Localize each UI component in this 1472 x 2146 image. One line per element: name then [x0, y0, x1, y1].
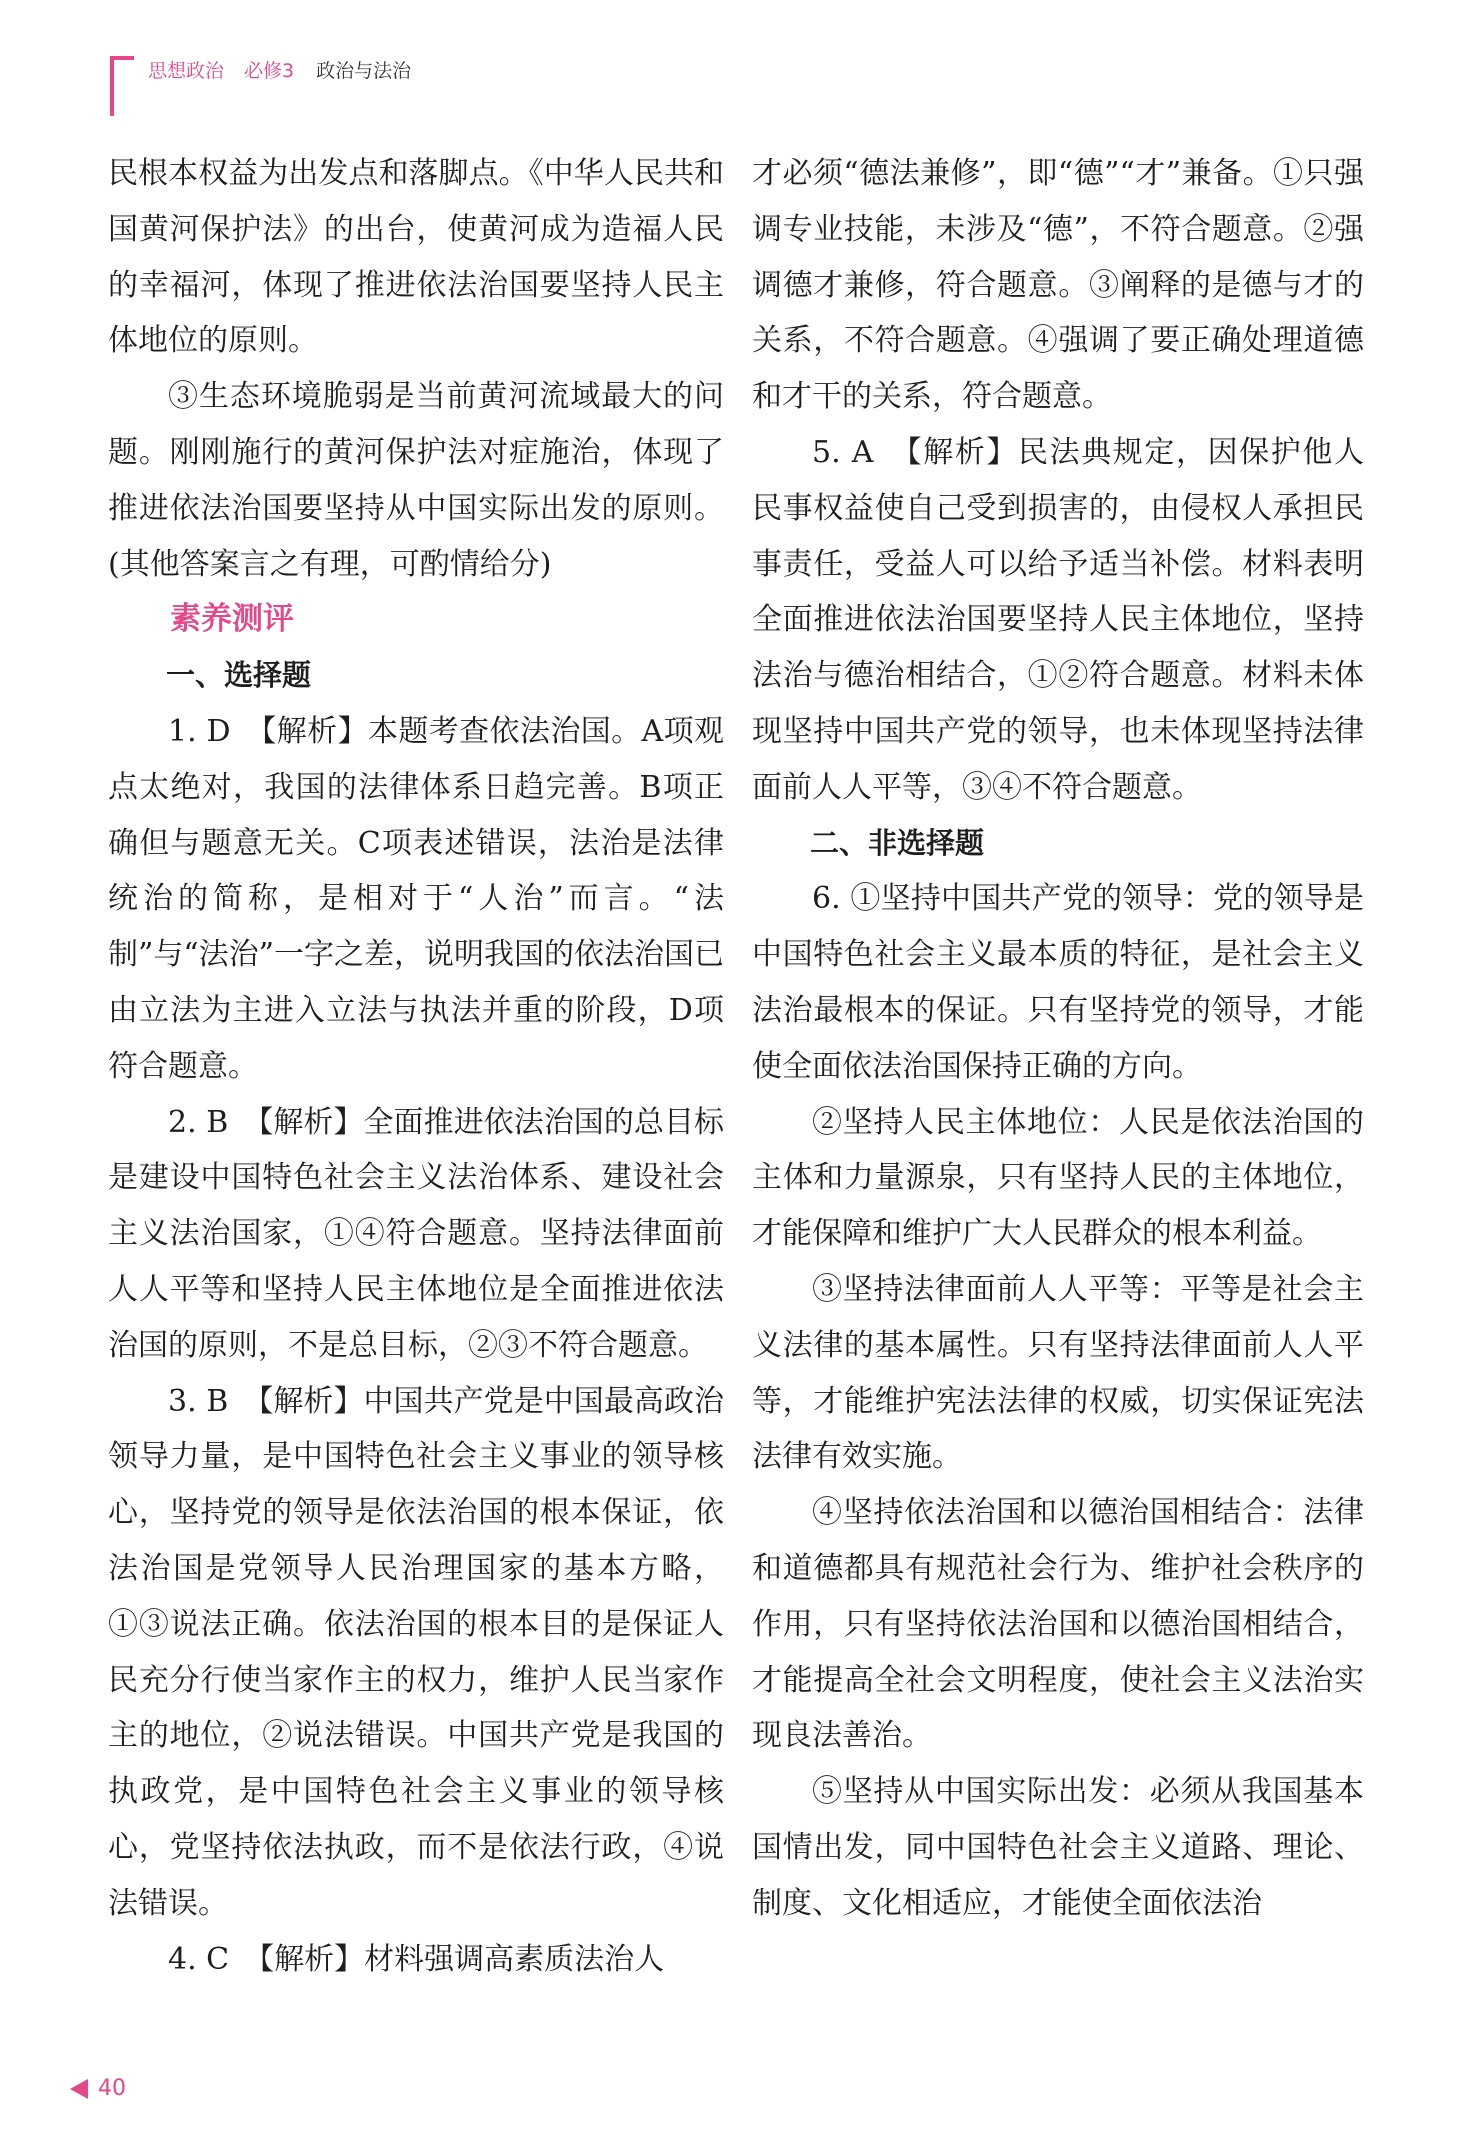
answer-3: 3. B 【解析】中国共产党是中国最高政治领导力量，是中国特色社会主义事业的领导核心，坚持党的领导是依法治国的根本保证，依法治国是党领导人民治理国家的基本方略，①③说法正确。依法治国的根本目的是保证人民充分行使当家作主的权力，维护人民当家作主的地位，②说法错误。中国共产党是我国的执政党，是中国特色社会主义事业的领导核心，党坚持依法执政，而不是依法行政，④说法错误。 [108, 1383, 724, 1921]
answer-5: 5. A 【解析】民法典规定，因保护他人民事权益使自己受到损害的，由侵权人承担民事责任，受益人可以给予适当补偿。材料表明全面推进依法治国要坚持人民主体地位，坚持法治与德治相结合，①②符合题意。材料未体现坚持中国共产党的领导，也未体现坚持法律面前人人平等，③④不符合题意。 [752, 434, 1364, 805]
non-choice-questions-heading: 二、非选择题 [810, 825, 985, 860]
answer-4: 4. C 【解析】材料强调高素质法治人 [168, 1941, 665, 1977]
header-book-title: 政治与法治 [316, 60, 412, 82]
running-header [148, 56, 411, 83]
left-paragraph-1: 民根本权益为出发点和落脚点。《中华人民共和国黄河保护法》的出台，使黄河成为造福人民的幸福河，体现了推进依法治国要坚持人民主体地位的原则。 [108, 156, 724, 359]
left-paragraph-2: ③生态环境脆弱是当前黄河流域最大的问题。刚刚施行的黄河保护法对症施治，体现了推进依法治国要坚持从中国实际出发的原则。(其他答案言之有理，可酌情给分) [108, 379, 724, 582]
answer-2: 2. B 【解析】全面推进依法治国的总目标是建设中国特色社会主义法治体系、建设社会主义法治国家，①④符合题意。坚持法律面前人人平等和坚持人民主体地位是全面推进依法治国的原则，不是总目标，②③不符合题意。 [108, 1104, 724, 1363]
choice-questions-heading: 一、选择题 [166, 658, 312, 693]
answer-6-point-2: ②坚持人民主体地位：人民是依法治国的主体和力量源泉，只有坚持人民的主体地位，才能保障和维护广大人民群众的根本利益。 [752, 1104, 1364, 1252]
answer-6-point-4: ④坚持依法治国和以德治国相结合：法律和道德都具有规范社会行为、维护社会秩序的作用，只有坚持依法治国和以德治国相结合，才能提高全社会文明程度，使社会主义法治实现良法善治。 [752, 1495, 1364, 1754]
page-footer [70, 2076, 126, 2101]
triangle-left-icon [70, 2079, 88, 2099]
right-paragraph-1: 才必须“德法兼修”，即“德”“才”兼备。①只强调专业技能，未涉及“德”，不符合题意。②强调德才兼修，符合题意。③阐释的是德与才的关系，不符合题意。④强调了要正确处理道德和才干的关系，符合题意。 [752, 156, 1364, 415]
header-subject: 思想政治 [148, 60, 225, 82]
header-volume: 必修3 [244, 60, 295, 82]
left-column [108, 146, 724, 1987]
page-number: 40 [98, 2076, 126, 2101]
header-bracket-decoration [110, 56, 134, 116]
answer-6-point-3: ③坚持法律面前人人平等：平等是社会主义法律的基本属性。只有坚持法律面前人人平等，才能维护宪法法律的权威，切实保证宪法法律有效实施。 [752, 1271, 1364, 1475]
section-title: 素养测评 [170, 601, 294, 638]
answer-1: 1. D 【解析】本题考查依法治国。A项观点太绝对，我国的法律体系日趋完善。B项正确但与题意无关。C项表述错误，法治是法律统治的简称，是相对于“人治”而言。“法制”与“法治”一字之差，说明我国的依法治国已由立法为主进入立法与执法并重的阶段，D项符合题意。 [108, 713, 725, 1084]
answer-6-point-5: ⑤坚持从中国实际出发：必须从我国基本国情出发，同中国特色社会主义道路、理论、制度、文化相适应，才能使全面依法治 [752, 1774, 1364, 1921]
right-column [752, 146, 1364, 1932]
answer-6: 6. ①坚持中国共产党的领导：党的领导是中国特色社会主义最本质的特征，是社会主义法治最根本的保证。只有坚持党的领导，才能使全面依法治国保持正确的方向。 [752, 881, 1364, 1084]
